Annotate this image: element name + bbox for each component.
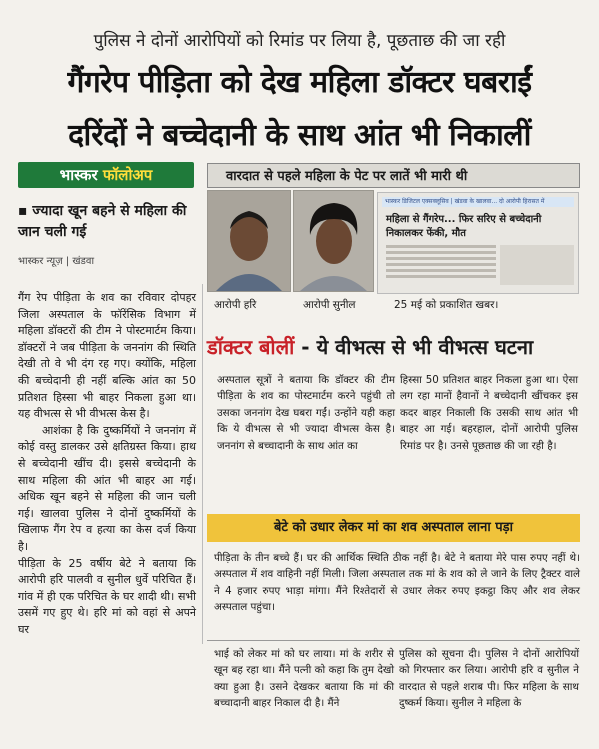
bottom-column-2: भाई को लेकर मां को घर लाया। मां के शरीर से खून बह रहा था। मैंने पत्नी को कहा कि तुम देखो क्या हुआ है। उसने देखकर बताया कि मां की बच्चादानी बाहर निकाल दी है। मैंने [214, 648, 394, 710]
left-paragraph-3: पीड़िता के 25 वर्षीय बेटे ने बताया कि आरोपी हरि पालवी व सुनील धुर्वे परिचित हैं। गांव में ही एक परिचित के घर शादी थी। सभी उसमें गए हुए थे। हरि मां को वहां से अपने घर [18, 556, 196, 636]
doctor-section-heading [207, 333, 580, 360]
badge-brand: भास्कर [59, 166, 98, 184]
followup-badge [18, 162, 194, 188]
clipping-top-bar: भास्कर डिजिटल एक्सक्लूसिव | खंडवा के खालवा... दो आरोपी हिरासत में [382, 197, 574, 207]
caption-published-news: 25 मई को प्रकाशित खबर। [394, 299, 499, 311]
doctor-heading-dash: - [294, 335, 317, 359]
clipping-text-lines [386, 245, 496, 281]
published-clipping-thumbnail [377, 192, 579, 294]
photo-section-bar: वारदात से पहले महिला के पेट पर लातें भी मारी थी [207, 163, 580, 188]
bottom-column-3: पुलिस को सूचना दी। पुलिस ने दोनों आरोपियों को गिरफ्तार कर लिया। आरोपी हरि व सुनील ने वारदात से पहले शराब पी। फिर महिला के साथ दुष्कर्म किया। सुनील ने महिला के [399, 648, 579, 710]
left-paragraph-2: आशंका है कि दुष्कर्मियों ने जननांग में कोई वस्तु डालकर उसे क्षतिग्रस्त किया। हाथ से बच्चेदानी खींच दी। इससे बच्चेदानी के साथ महिला की आंत भी बाहर आ गई। अधिक खून बहने से महिला की जान चली गई। खालवा पुलिस ने दोनों दुष्कर्मियों के खिलाफ गैंग रेप व हत्या का केस दर्ज किया है। [18, 423, 196, 553]
accused-hari-photo [207, 190, 291, 292]
badge-followup: फॉलोअप [102, 166, 153, 184]
caption-accused-hari: आरोपी हरि [214, 299, 257, 311]
doctor-heading-red: डॉक्टर बोलीं [207, 335, 295, 359]
column-divider [202, 284, 203, 644]
headline-line-2: दरिंदों ने बच्चेदानी के साथ आंत भी निकालीं [68, 118, 531, 153]
byline: भास्कर न्यूज़ | खंडवा [18, 256, 95, 267]
clipping-headline: महिला से गैंगरेप... फिर सरिए से बच्चेदानी निकालकर फेंकी, मौत [386, 214, 542, 239]
accused-sunil-photo [293, 190, 374, 292]
headline-line-1: गैंगरेप पीड़िता को देख महिला डॉक्टर घबराईं [67, 65, 532, 100]
doctor-column-1: अस्पताल सूत्रों ने बताया कि डॉक्टर की टीम पीड़िता के शव का पोस्टमार्टम करने पहुंची तो उसका जननांग देख घबरा गईं। उन्होंने यही कहा कि ये वीभत्स से भी ज्यादा वीभत्स केस है। जननांग से बच्चादानी के साथ आंत का [217, 374, 395, 452]
clipping-inset-image [500, 245, 574, 285]
left-column-body [18, 290, 196, 638]
son-section-text: पीड़िता के तीन बच्चे हैं। घर की आर्थिक स्थिति ठीक नहीं है। बेटे ने बताया मेरे पास रुपए नहीं थे। अस्पताल में शव वाहिनी नहीं मिली। जिला अस्पताल तक मां के शव को ले जाने के लिए ट्रैक्टर वाले ने 4 हजार रुपए भाड़ा मांगा। मैंने रिश्तेदारों से उधार लेकर रुपए इकट्ठा किए और शव लेकर अस्पताल पहुंचा। [214, 552, 580, 614]
bullet-subhead: ▪ ज्यादा खून बहने से महिला की जान चली गई [18, 203, 187, 240]
doctor-heading-rest: ये वीभत्स से भी वीभत्स घटना [316, 335, 534, 359]
son-section-banner: बेटे को उधार लेकर मां का शव अस्पताल लाना पड़ा [207, 514, 580, 542]
section-rule [207, 640, 580, 641]
caption-accused-sunil: आरोपी सुनील [303, 299, 356, 311]
doctor-column-2: हिस्सा 50 प्रतिशत बाहर निकला हुआ था। ऐसा लग रहा मानों हैवानों ने बच्चेदानी खींचकर इस कदर बाहर निकाली कि उसकी साथ आंत भी बाहर आ गई। बहरहाल, दोनों आरोपी पुलिस रिमांड पर है। उनसे पूछताछ की जा रही है। [400, 374, 578, 452]
kicker-line: पुलिस ने दोनों आरोपियों को रिमांड पर लिया है, पूछताछ की जा रही [93, 31, 506, 51]
left-paragraph-1: गैंग रेप पीड़िता के शव का रविवार दोपहर जिला अस्पताल के फॉरेंसिक विभाग में महिला डॉक्टरों की टीम ने पोस्टमार्टम किया। डॉक्टरों ने जब पीड़िता के जननांग की स्थिति देखी तो वे भी दंग रह गए। क्योंकि, महिला की बच्चेदानी ही नहीं बल्कि आंत का 50 प्रतिशत हिस्सा भी बाहर निकला हुआ था। यह वीभत्स से भी वीभत्स केस है। [18, 291, 196, 421]
